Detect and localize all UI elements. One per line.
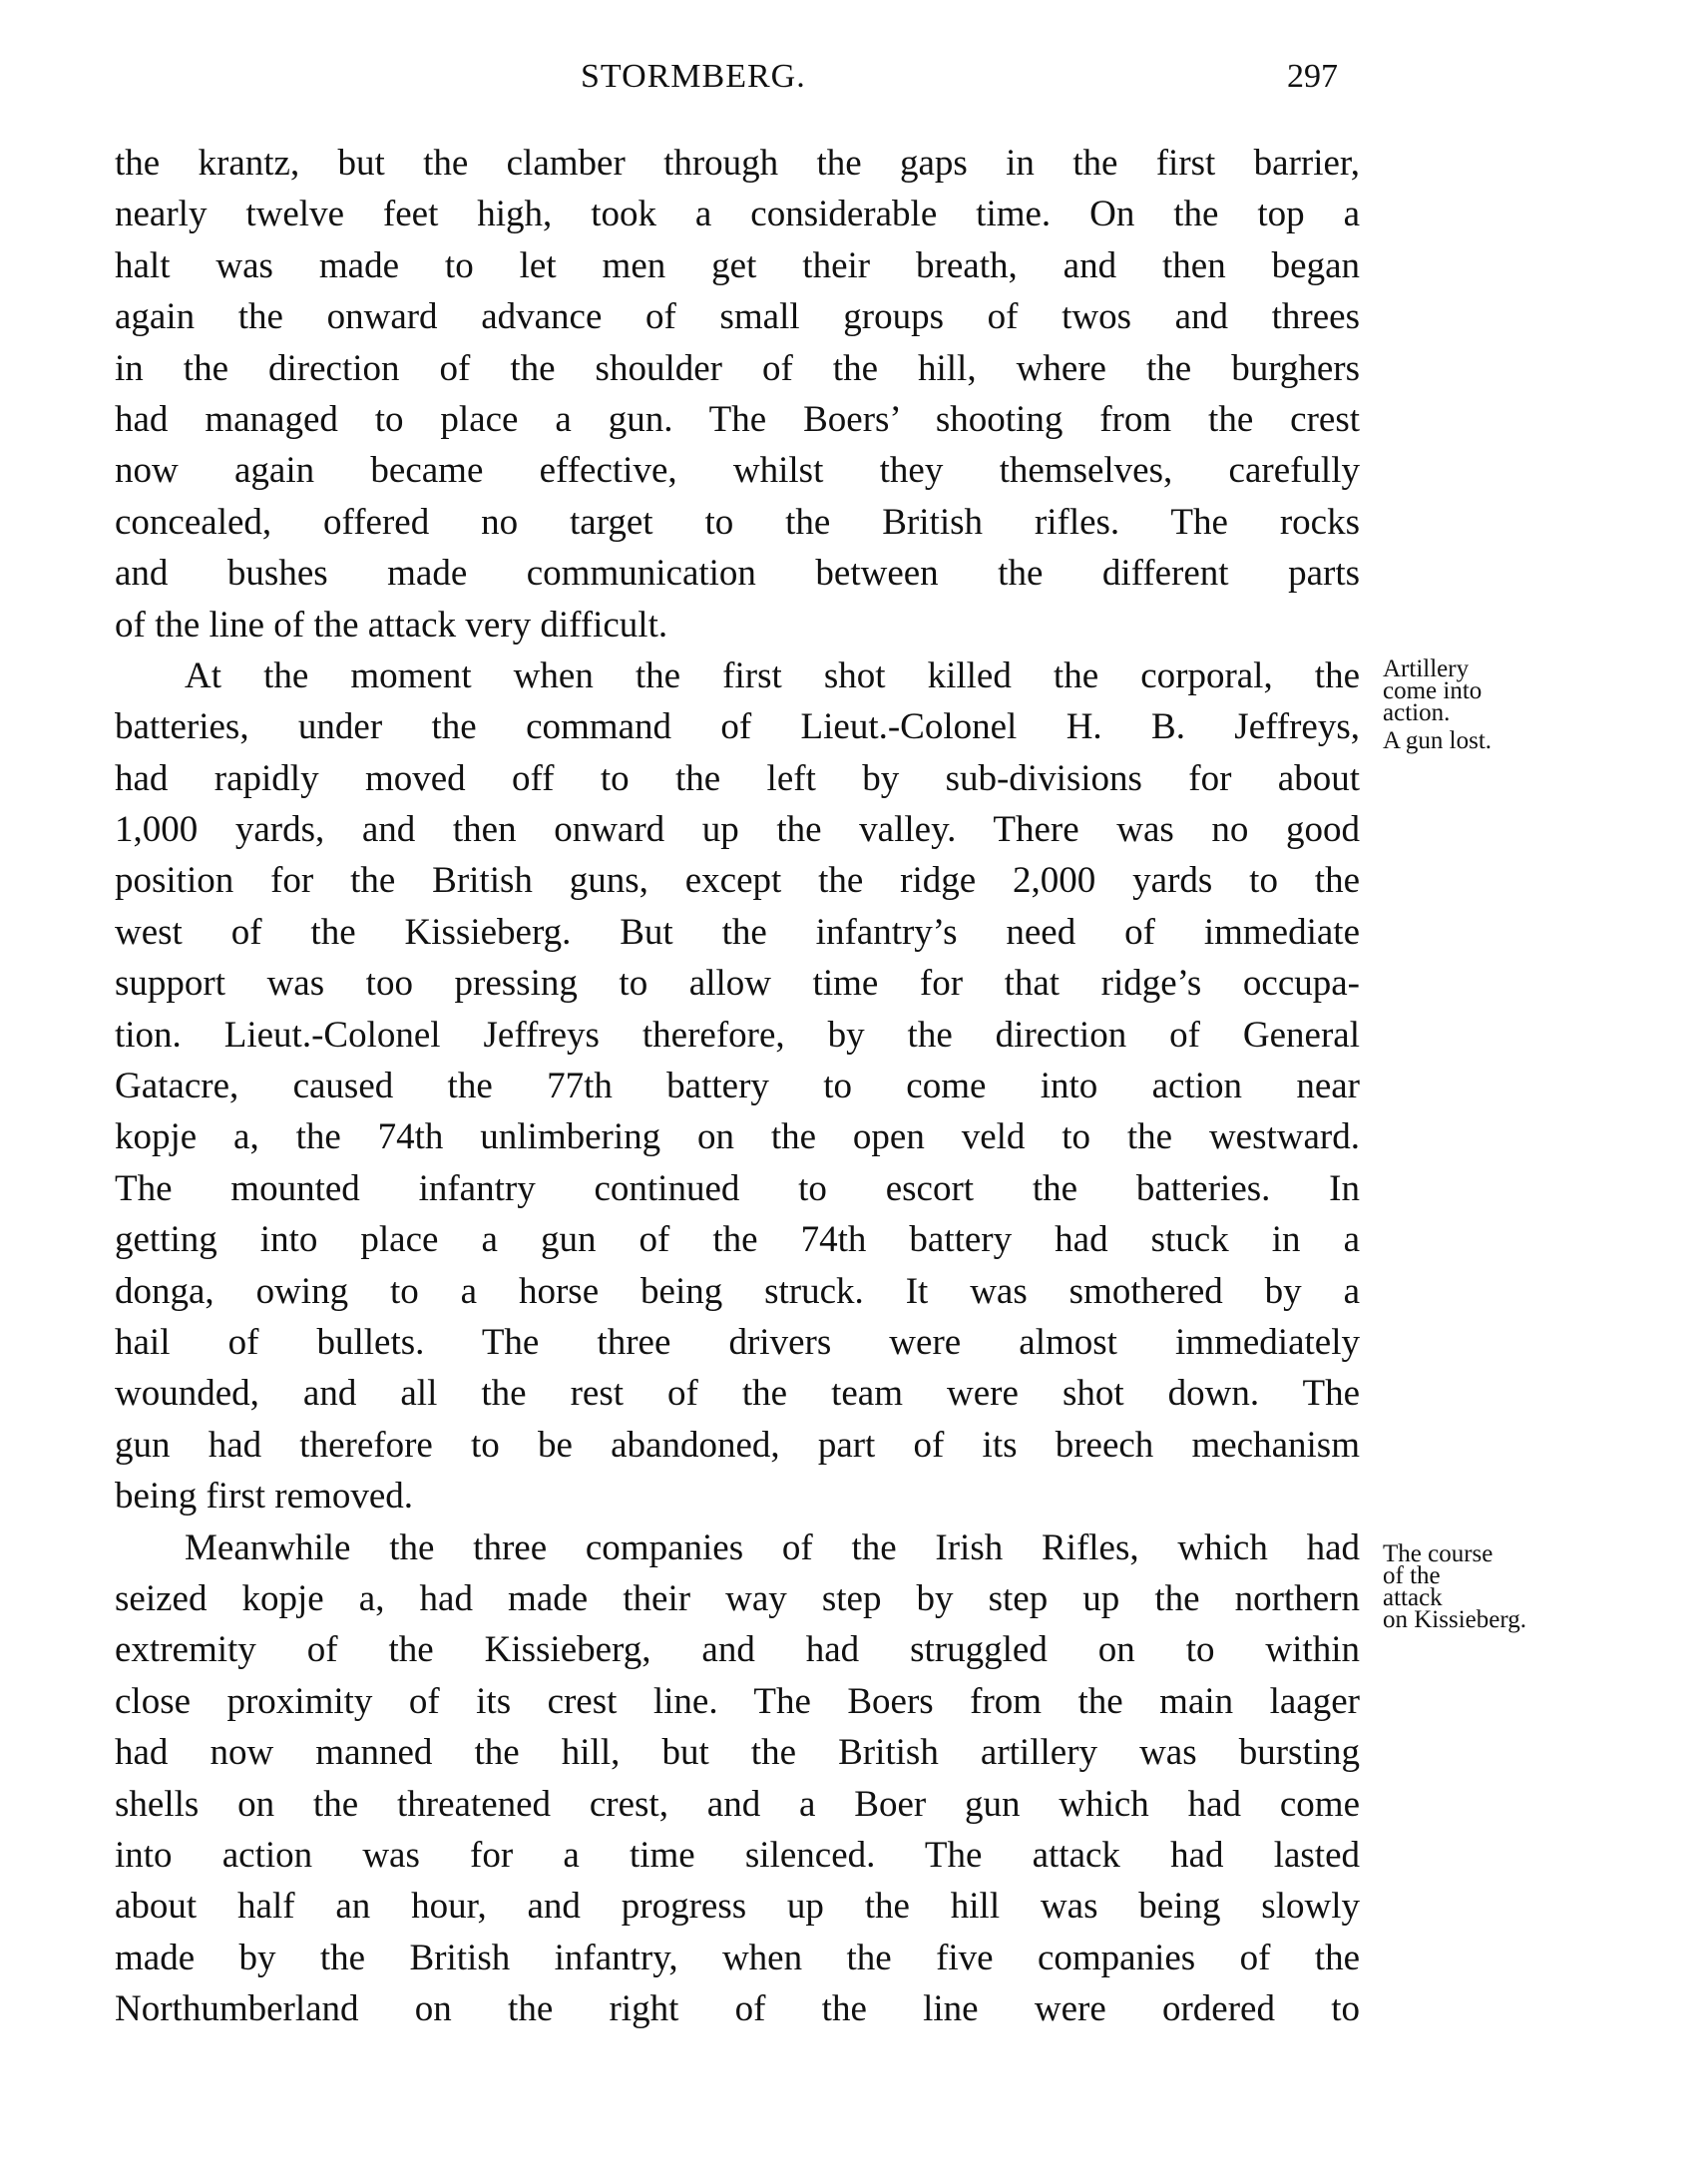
text-line: halt was made to let men get their breath, and then began bbox=[115, 244, 1360, 286]
text-line: kopje a, the 74th unlimbering on the open veld to the westward. bbox=[115, 1116, 1360, 1158]
margin-note-line: A gun lost. bbox=[1383, 727, 1493, 754]
text-line: and bushes made communication between the different parts bbox=[115, 553, 1360, 595]
paragraph-start: At the moment when the first shot killed the corporal, the bbox=[185, 654, 1360, 696]
margin-note-line: come into bbox=[1383, 677, 1483, 704]
text-line: had managed to place a gun. The Boers’ shooting from the crest bbox=[115, 398, 1360, 440]
page-header bbox=[0, 58, 1708, 108]
text-line: again the onward advance of small groups of twos and threes bbox=[115, 296, 1360, 338]
text-line: the krantz, but the clamber through the gaps in the first barrier, bbox=[115, 143, 1360, 184]
text-line: shells on the threatened crest, and a Boer gun which had come bbox=[115, 1783, 1360, 1825]
margin-note-line: of the bbox=[1383, 1562, 1441, 1589]
paragraph-start: Meanwhile the three companies of the Irish Rifles, which had bbox=[185, 1526, 1360, 1568]
text-line: support was too pressing to allow time for that ridge’s occupa- bbox=[115, 963, 1360, 1005]
margin-note-artillery bbox=[1383, 655, 1493, 754]
margin-note-line: Artillery bbox=[1383, 655, 1470, 682]
text-line: had now manned the hill, but the British artillery was bursting bbox=[115, 1732, 1360, 1774]
text-line: wounded, and all the rest of the team were shot down. The bbox=[115, 1373, 1360, 1415]
text-line: close proximity of its crest line. The Boers from the main laager bbox=[115, 1680, 1360, 1722]
text-line: hail of bullets. The three drivers were almost immediately bbox=[115, 1321, 1360, 1363]
text-line: The mounted infantry continued to escort the batteries. In bbox=[115, 1167, 1360, 1209]
text-line: of the line of the attack very difficult. bbox=[115, 604, 668, 646]
text-line: had rapidly moved off to the left by sub-divisions for about bbox=[115, 757, 1360, 799]
text-line: tion. Lieut.-Colonel Jeffreys therefore, by the direction of General bbox=[115, 1014, 1360, 1056]
margin-note-line: The course bbox=[1383, 1540, 1494, 1567]
margin-note-line: action. bbox=[1383, 699, 1451, 726]
text-line: into action was for a time silenced. The attack had lasted bbox=[115, 1834, 1360, 1876]
text-line: Northumberland on the right of the line were ordered to bbox=[115, 1988, 1360, 2030]
running-title: STORMBERG. bbox=[581, 58, 806, 95]
text-line: seized kopje a, had made their way step by step up the northern bbox=[115, 1577, 1360, 1619]
text-line: west of the Kissieberg. But the infantry’s need of immediate bbox=[115, 911, 1360, 953]
body-text bbox=[115, 138, 1360, 2034]
text-line: Gatacre, caused the 77th battery to come into action near bbox=[115, 1066, 1360, 1107]
text-line: nearly twelve feet high, took a considerable time. On the top a bbox=[115, 194, 1360, 235]
text-line: gun had therefore to be abandoned, part of its breech mechanism bbox=[115, 1424, 1360, 1466]
text-line: 1,000 yards, and then onward up the valley. There was no good bbox=[115, 809, 1360, 851]
text-line: about half an hour, and progress up the hill was being slowly bbox=[115, 1886, 1360, 1928]
text-line: position for the British guns, except the ridge 2,000 yards to the bbox=[115, 860, 1360, 902]
text-line: getting into place a gun of the 74th battery had stuck in a bbox=[115, 1219, 1360, 1261]
text-line: donga, owing to a horse being struck. It was smothered by a bbox=[115, 1270, 1360, 1312]
text-line: being first removed. bbox=[115, 1476, 413, 1518]
text-line: now again became effective, whilst they themselves, carefully bbox=[115, 450, 1360, 492]
margin-note-line: attack bbox=[1383, 1584, 1443, 1611]
page-number: 297 bbox=[1287, 58, 1338, 95]
margin-note-course-of-attack bbox=[1383, 1540, 1526, 1633]
text-line: batteries, under the command of Lieut.-Colonel H. B. Jeffreys, bbox=[115, 706, 1360, 748]
text-line: concealed, offered no target to the British rifles. The rocks bbox=[115, 501, 1360, 543]
text-line: extremity of the Kissieberg, and had struggled on to within bbox=[115, 1629, 1360, 1671]
text-line: made by the British infantry, when the five companies of the bbox=[115, 1937, 1360, 1978]
text-line: in the direction of the shoulder of the hill, where the burghers bbox=[115, 347, 1360, 389]
margin-note-line: on Kissieberg. bbox=[1383, 1606, 1526, 1633]
